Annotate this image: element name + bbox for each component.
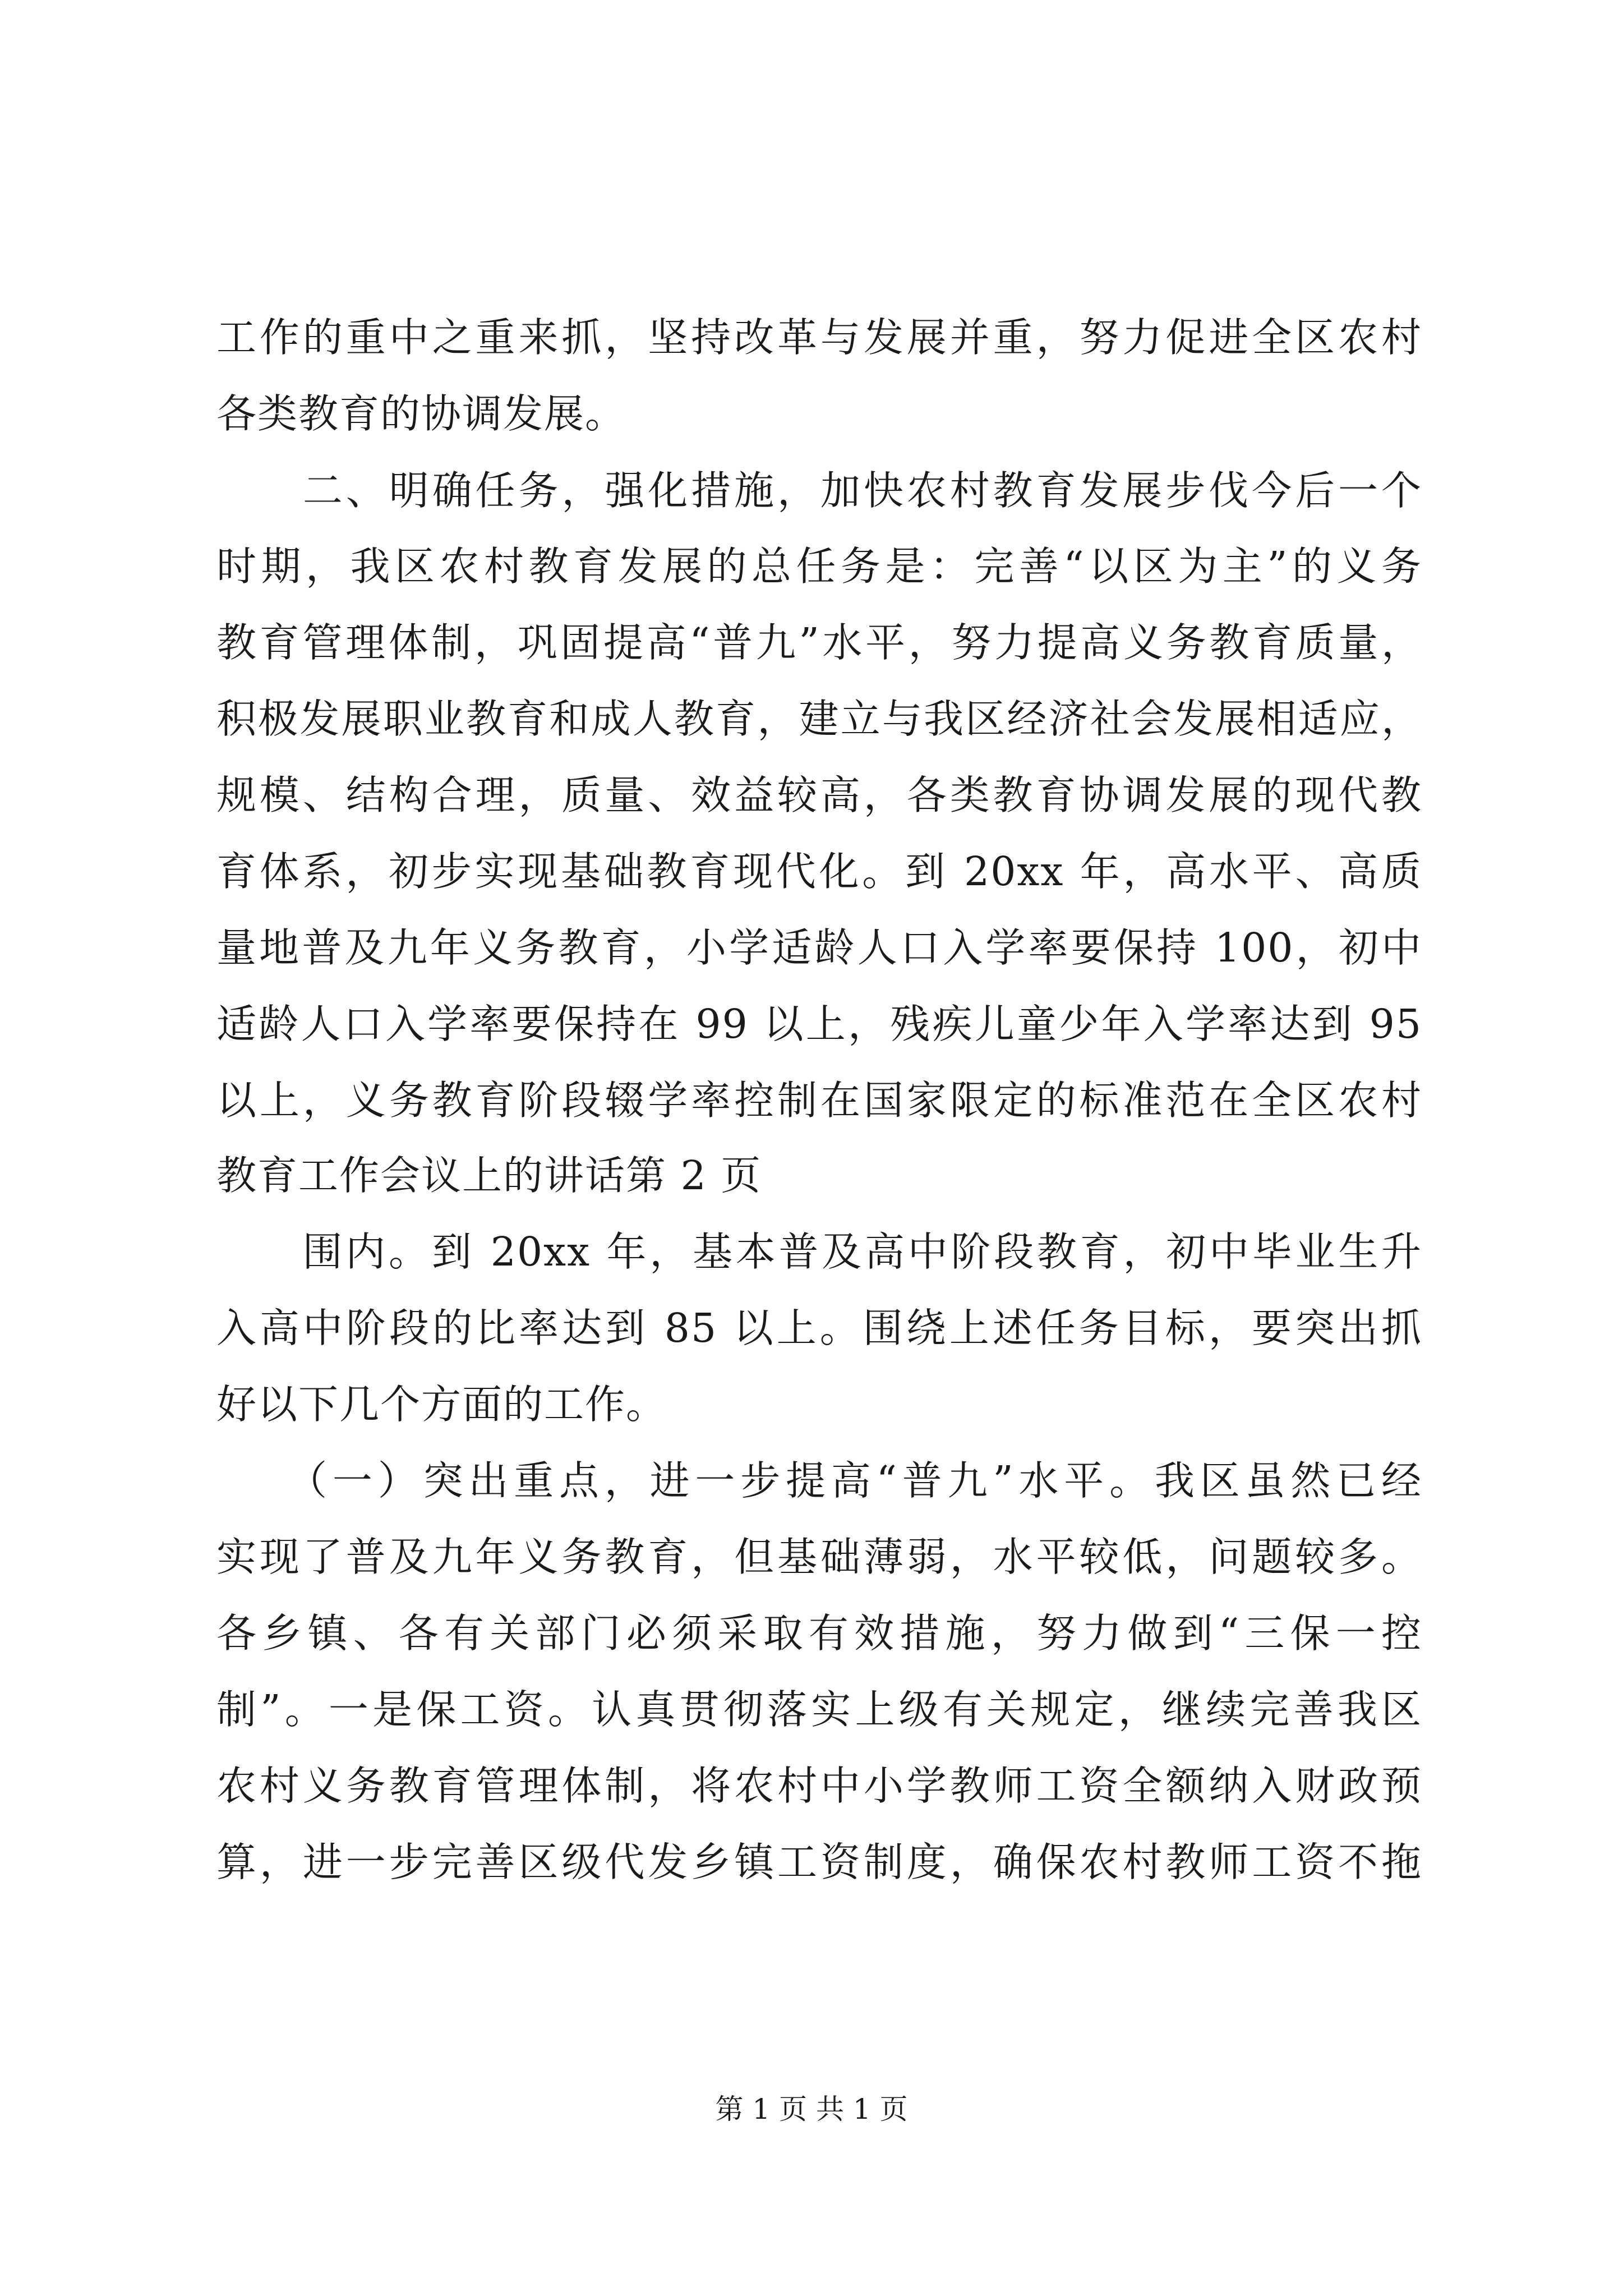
body-line: 教育工作会议上的讲话第 2 页	[216, 1152, 762, 1199]
body-line: 制”。一是保工资。认真贯彻落实上级有关规定，继续完善我区	[216, 1686, 1422, 1733]
page-footer: 第 1 页 共 1 页	[715, 2093, 908, 2125]
body-line: 教育管理体制，巩固提高“普九”水平，努力提高义务教育质量，	[216, 619, 1422, 666]
body-line: 算，进一步完善区级代发乡镇工资制度，确保农村教师工资不拖	[216, 1839, 1422, 1885]
body-line: 好以下几个方面的工作。	[216, 1381, 667, 1428]
body-line: 各类教育的协调发展。	[216, 390, 626, 437]
body-line: 实现了普及九年义务教育，但基础薄弱，水平较低，问题较多。	[216, 1534, 1422, 1580]
body-line: 工作的重中之重来抓，坚持改革与发展并重，努力促进全区农村	[216, 314, 1422, 361]
body-line: （一）突出重点，进一步提高“普九”水平。我区虽然已经	[216, 1457, 1422, 1504]
body-line: 二、明确任务，强化措施，加快农村教育发展步伐今后一个	[216, 467, 1422, 514]
body-line: 农村义务教育管理体制，将农村中小学教师工资全额纳入财政预	[216, 1763, 1422, 1809]
body-line: 育体系，初步实现基础教育现代化。到 20xx 年，高水平、高质	[216, 848, 1422, 895]
body-line: 入高中阶段的比率达到 85 以上。围绕上述任务目标，要突出抓	[216, 1305, 1422, 1351]
body-line: 以上，义务教育阶段辍学率控制在国家限定的标准范在全区农村	[216, 1077, 1422, 1124]
body-line: 规模、结构合理，质量、效益较高，各类教育协调发展的现代教	[216, 772, 1422, 818]
body-line: 时期，我区农村教育发展的总任务是：完善“以区为主”的义务	[216, 543, 1422, 590]
body-line: 积极发展职业教育和成人教育，建立与我区经济社会发展相适应，	[216, 696, 1422, 742]
body-line: 围内。到 20xx 年，基本普及高中阶段教育，初中毕业生升	[216, 1228, 1422, 1275]
body-line: 量地普及九年义务教育，小学适龄人口入学率要保持 100，初中	[216, 924, 1422, 971]
body-line: 适龄人口入学率要保持在 99 以上，残疾儿童少年入学率达到 95	[216, 1001, 1422, 1047]
body-line: 各乡镇、各有关部门必须采取有效措施，努力做到“三保一控	[216, 1610, 1422, 1657]
